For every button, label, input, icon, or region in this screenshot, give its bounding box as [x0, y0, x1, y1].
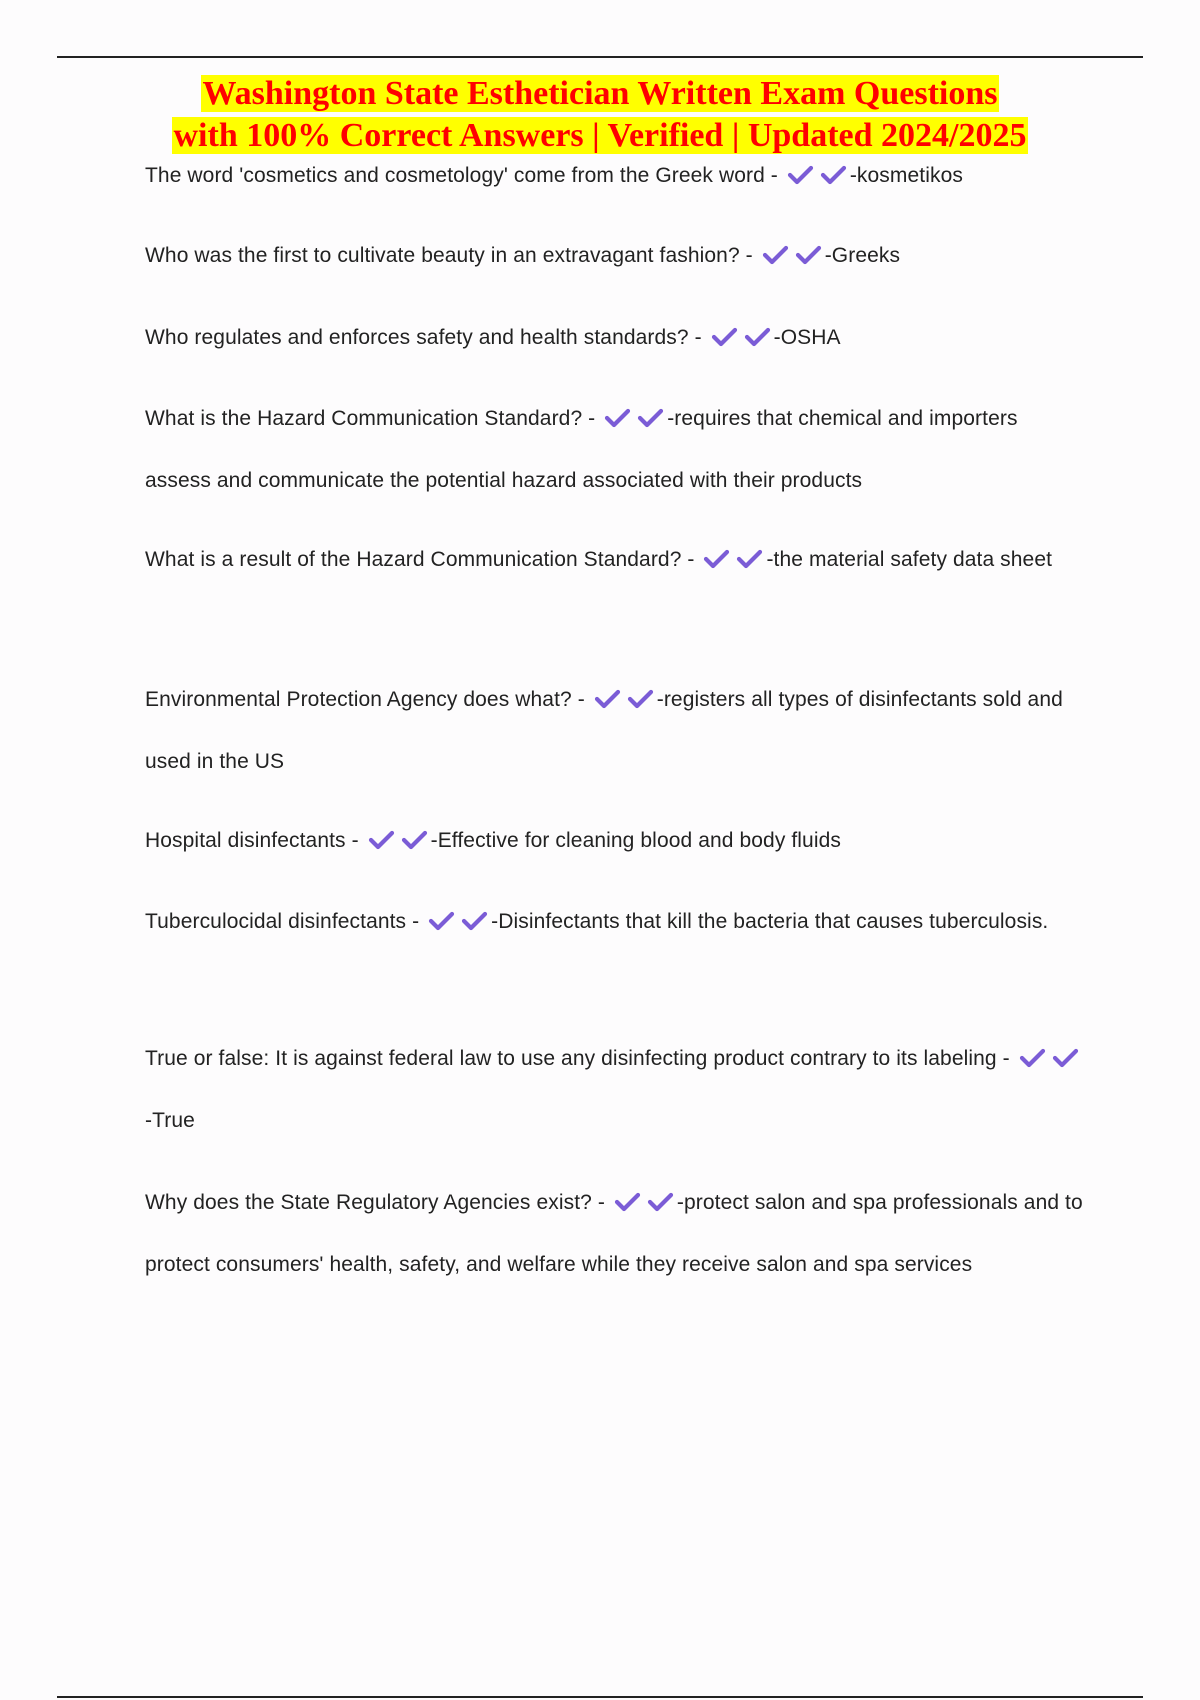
checkmark-icon [787, 165, 814, 185]
answer-text: -Disinfectants that kill the bacteria that causes tuberculosis. [491, 910, 1049, 933]
checkmark-icon [401, 830, 428, 850]
answer-text: -OSHA [773, 326, 841, 349]
question-text: True or false: It is against federal law to use any disinfecting product contrary to its labeling - [145, 1047, 1010, 1070]
qa-item [145, 1028, 1085, 1152]
checkmark-icon [627, 689, 654, 709]
qa-item [145, 529, 1085, 591]
checkmark-icon [614, 1192, 641, 1212]
checkmark-icon [461, 911, 488, 931]
qa-item [145, 225, 1085, 287]
checkmark-icon [647, 1192, 674, 1212]
checkmark-icon [711, 327, 738, 347]
answer-text: -kosmetikos [849, 164, 963, 187]
question-text: Environmental Protection Agency does what? - [145, 688, 585, 711]
checkmark-icon [762, 245, 789, 265]
answer-text: -Effective for cleaning blood and body fluids [430, 829, 841, 852]
checkmark-icon [744, 327, 771, 347]
checkmark-icon [594, 689, 621, 709]
question-text: Who was the first to cultivate beauty in an extravagant fashion? - [145, 244, 753, 267]
checkmark-icon [1052, 1048, 1079, 1068]
qa-item [145, 810, 1085, 872]
checkmark-icon [795, 245, 822, 265]
question-text: What is a result of the Hazard Communication Standard? - [145, 548, 695, 571]
answer-text: -True [145, 1109, 195, 1132]
qa-item [145, 307, 1085, 369]
checkmark-icon [736, 549, 763, 569]
question-text: Who regulates and enforces safety and health standards? - [145, 326, 702, 349]
question-text: The word 'cosmetics and cosmetology' come from the Greek word - [145, 164, 778, 187]
title-line-1: Washington State Esthetician Written Exam Questions [202, 75, 998, 112]
question-text: Tuberculocidal disinfectants - [145, 910, 420, 933]
checkmark-icon [368, 830, 395, 850]
qa-item [145, 669, 1085, 793]
title-line-2: with 100% Correct Answers | Verified | Updated 2024/2025 [173, 117, 1027, 154]
top-rule [57, 56, 1143, 58]
answer-text: -Greeks [824, 244, 901, 267]
qa-item [145, 1172, 1085, 1296]
checkmark-icon [604, 408, 631, 428]
question-text: Hospital disinfectants - [145, 829, 359, 852]
question-text: What is the Hazard Communication Standard? - [145, 407, 596, 430]
checkmark-icon [637, 408, 664, 428]
answer-text: -registers all types of disinfectants sold and used in the US [145, 688, 1063, 773]
checkmark-icon [703, 549, 730, 569]
answer-text: -protect salon and spa professionals and to protect consumers' health, safety, and welfare while they receive salon and spa services [145, 1191, 1083, 1276]
qa-item [145, 891, 1085, 953]
checkmark-icon [1019, 1048, 1046, 1068]
answer-text: -the material safety data sheet [766, 548, 1053, 571]
bottom-rule [57, 1696, 1143, 1698]
answer-text: -requires that chemical and importers assess and communicate the potential hazard associated with their products [145, 407, 1018, 492]
checkmark-icon [428, 911, 455, 931]
question-text: Why does the State Regulatory Agencies exist? - [145, 1191, 605, 1214]
qa-item [145, 145, 1085, 207]
qa-item [145, 388, 1085, 512]
checkmark-icon [820, 165, 847, 185]
